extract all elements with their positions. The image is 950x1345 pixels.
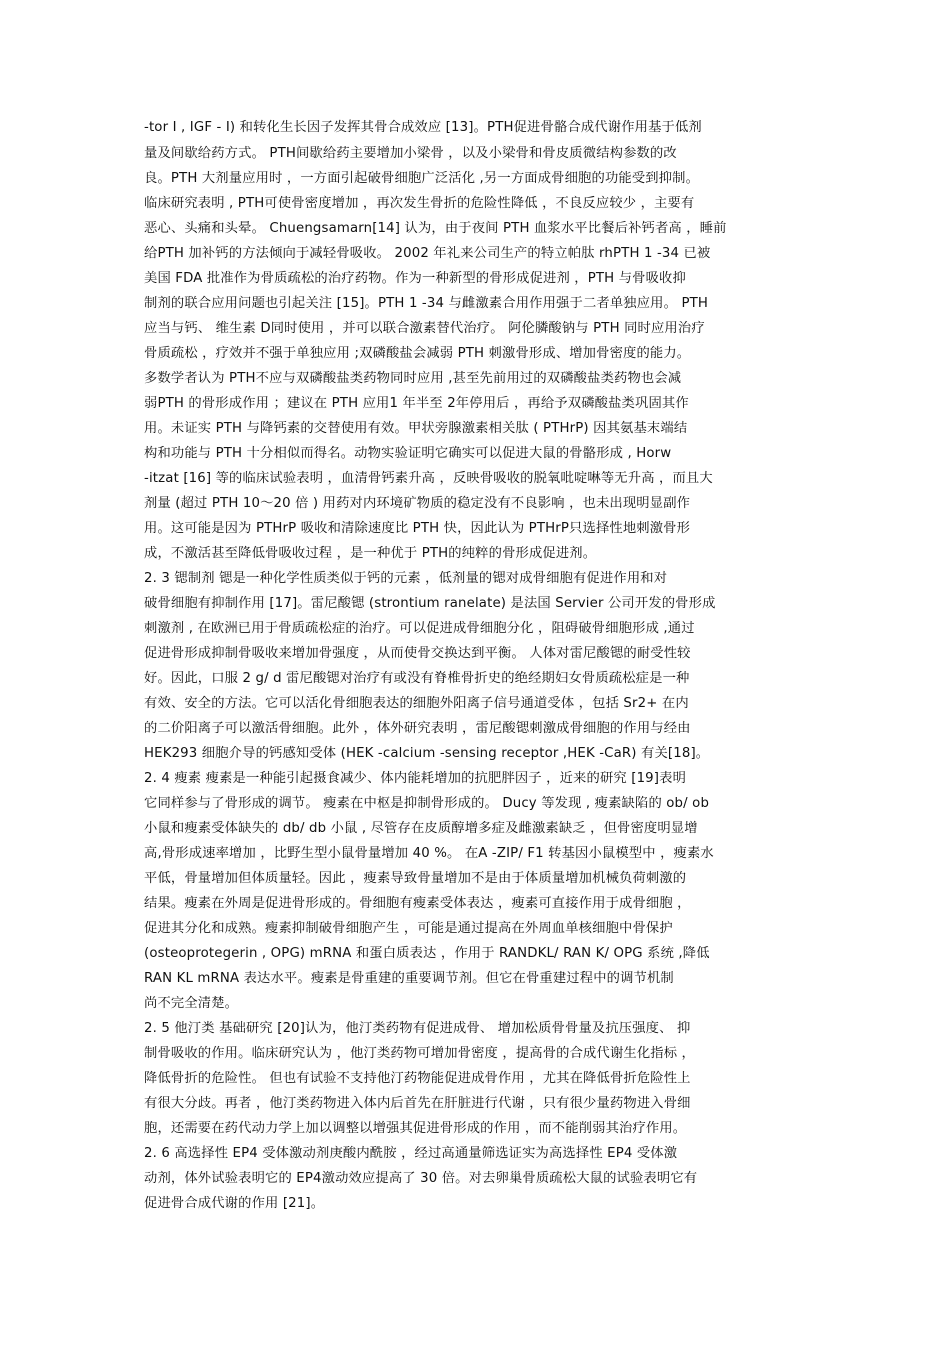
text-line: 促进骨形成抑制骨吸收来增加骨强度 ，从而使骨交换达到平衡。 人体对雷尼酸锶的耐受性较 <box>144 646 691 661</box>
section-heading-line: 2. 6 高选择性 EP4 受体激动剂庚酸内酰胺 ，经过高通量筛选证实为高选择性 EP4 受体激 <box>144 1146 678 1161</box>
text-line: 应当与钙、 维生素 D同时使用 ，并可以联合激素替代治疗。 阿伦膦酸钠与 PTH 同时应用治疗 <box>144 321 705 336</box>
text-line: 剂量 (超过 PTH 10～20 倍 ) 用药对内环境矿物质的稳定没有不良影响 ，也未出现明显副作 <box>144 496 691 511</box>
text-line: 构和功能与 PTH 十分相似而得名。动物实验证明它确实可以促进大鼠的骨骼形成 , Horw <box>144 446 672 461</box>
section-heading-line: 2. 4 瘦素 瘦素是一种能引起摄食减少、体内能耗增加的抗肥胖因子 ，近来的研究 [19]表明 <box>144 771 687 786</box>
text-line: -itzat [16] 等的临床试验表明 ，血清骨钙素升高 ，反映骨吸收的脱氧吡啶啉等无升高 ，而且大 <box>144 471 713 486</box>
text-line: 美国 FDA 批准作为骨质疏松的治疗药物。作为一种新型的骨形成促进剂 ，PTH 与骨吸收抑 <box>144 271 686 286</box>
text-line: 它同样参与了骨形成的调节。 瘦素在中枢是抑制骨形成的。 Ducy 等发现 , 瘦素缺陷的 ob/ ob <box>144 796 710 811</box>
text-line: 尚不完全清楚。 <box>144 996 239 1011</box>
text-line: 成，不激活甚至降低骨吸收过程 ，是一种优于 PTH的纯粹的骨形成促进剂。 <box>144 546 597 561</box>
text-line: 高,骨形成速率增加 ，比野生型小鼠骨量增加 40 %。 在A -ZIP/ F1 转基因小鼠模型中 ，瘦素水 <box>144 846 714 861</box>
text-line: 弱PTH 的骨形成作用 ；建议在 PTH 应用1 年半至 2年停用后 ，再给予双磷酸盐类巩固其作 <box>144 396 689 411</box>
text-line: 制骨吸收的作用。临床研究认为 ，他汀类药物可增加骨密度 ，提高骨的合成代谢生化指标 ， <box>144 1046 696 1061</box>
text-line: 结果。瘦素在外周是促进骨形成的。骨细胞有瘦素受体表达 ，瘦素可直接作用于成骨细胞 ， <box>144 896 691 911</box>
text-line: (osteoprotegerin , OPG) mRNA 和蛋白质表达 ，作用于 RANDKL/ RAN K/ OPG 系统 ,降低 <box>144 946 710 961</box>
text-line: 刺激剂 , 在欧洲已用于骨质疏松症的治疗。可以促进成骨细胞分化 ，阻碍破骨细胞形成 ,通过 <box>144 621 695 636</box>
text-line: 动剂，体外试验表明它的 EP4激动效应提高了 30 倍。对去卵巢骨质疏松大鼠的试验表明它有 <box>144 1171 698 1186</box>
text-line: 小鼠和瘦素受体缺失的 db/ db 小鼠 , 尽管存在皮质醇增多症及雌激素缺乏 ，但骨密度明显增 <box>144 821 698 836</box>
text-line: 促进其分化和成熟。瘦素抑制破骨细胞产生 ，可能是通过提高在外周血单核细胞中骨保护 <box>144 921 673 936</box>
text-line: 有很大分歧。再者 ，他汀类药物进入体内后首先在肝脏进行代谢 ，只有很少量药物进入骨细 <box>144 1096 691 1111</box>
text-line: 制剂的联合应用问题也引起关注 [15]。PTH 1 -34 与雌激素合用作用强于二者单独应用。 PTH <box>144 296 709 311</box>
section-heading-line: 2. 3 锶制剂 锶是一种化学性质类似于钙的元素 ，低剂量的锶对成骨细胞有促进作用和对 <box>144 571 668 586</box>
text-line: 良。PTH 大剂量应用时 ，一方面引起破骨细胞广泛活化 ,另一方面成骨细胞的功能受到抑制。 <box>144 171 700 186</box>
text-line: 降低骨折的危险性。 但也有试验不支持他汀药物能促进成骨作用 ，尤其在降低骨折危险性上 <box>144 1071 691 1086</box>
text-line: 临床研究表明 , PTH可使骨密度增加 ，再次发生骨折的危险性降低 ，不良反应较少 ，主要有 <box>144 196 695 211</box>
text-line: 好。因此，口服 2 g/ d 雷尼酸锶对治疗有或没有脊椎骨折史的绝经期妇女骨质疏松症是一种 <box>144 671 690 686</box>
text-line: 有效、安全的方法。它可以活化骨细胞表达的细胞外阳离子信号通道受体 ，包括 Sr2+ 在内 <box>144 696 689 711</box>
text-line: 促进骨合成代谢的作用 [21]。 <box>144 1196 325 1211</box>
text-line: 恶心、头痛和头晕。 Chuengsamarn[14] 认为，由于夜间 PTH 血浆水平比餐后补钙者高 ，睡前 <box>144 221 727 236</box>
text-line: 破骨细胞有抑制作用 [17]。雷尼酸锶 (strontium ranelate) 是法国 Servier 公司开发的骨形成 <box>144 596 716 611</box>
text-line: HEK293 细胞介导的钙感知受体 (HEK -calcium -sensing receptor ,HEK -CaR) 有关[18]。 <box>144 746 710 761</box>
text-line: 平低，骨量增加但体质量轻。因此 ，瘦素导致骨量增加不是由于体质量增加机械负荷刺激的 <box>144 871 687 886</box>
text-line: 骨质疏松 ，疗效并不强于单独应用 ;双磷酸盐会减弱 PTH 刺激骨形成、增加骨密度的能力。 <box>144 346 691 361</box>
text-line: 的二价阳离子可以激活骨细胞。此外 ，体外研究表明 ，雷尼酸锶刺激成骨细胞的作用与经由 <box>144 721 691 736</box>
text-line: 量及间歇给药方式。 PTH间歇给药主要增加小梁骨 ，以及小梁骨和骨皮质微结构参数的改 <box>144 146 677 161</box>
text-line: RAN KL mRNA 表达水平。瘦素是骨重建的重要调节剂。但它在骨重建过程中的调节机制 <box>144 971 674 986</box>
text-line: 给PTH 加补钙的方法倾向于减轻骨吸收。 2002 年礼来公司生产的特立帕肽 rhPTH 1 -34 已被 <box>144 246 711 261</box>
text-line: 胞，还需要在药代动力学上加以调整以增强其促进骨形成的作用 ，而不能削弱其治疗作用。 <box>144 1121 687 1136</box>
text-line: 用。这可能是因为 PTHrP 吸收和清除速度比 PTH 快，因此认为 PTHrP只选择性地刺激骨形 <box>144 521 691 536</box>
text-line: 用。未证实 PTH 与降钙素的交替使用有效。甲状旁腺激素相关肽 ( PTHrP) 因其氨基末端结 <box>144 421 688 436</box>
text-line: 多数学者认为 PTH不应与双磷酸盐类药物同时应用 ,甚至先前用过的双磷酸盐类药物也会减 <box>144 371 682 386</box>
text-line: -tor I , IGF - I) 和转化生长因子发挥其骨合成效应 [13]。PTH促进骨骼合成代谢作用基于低剂 <box>144 120 702 135</box>
section-heading-line: 2. 5 他汀类 基础研究 [20]认为，他汀类药物有促进成骨、 增加松质骨骨量及抗压强度、 抑 <box>144 1021 691 1036</box>
